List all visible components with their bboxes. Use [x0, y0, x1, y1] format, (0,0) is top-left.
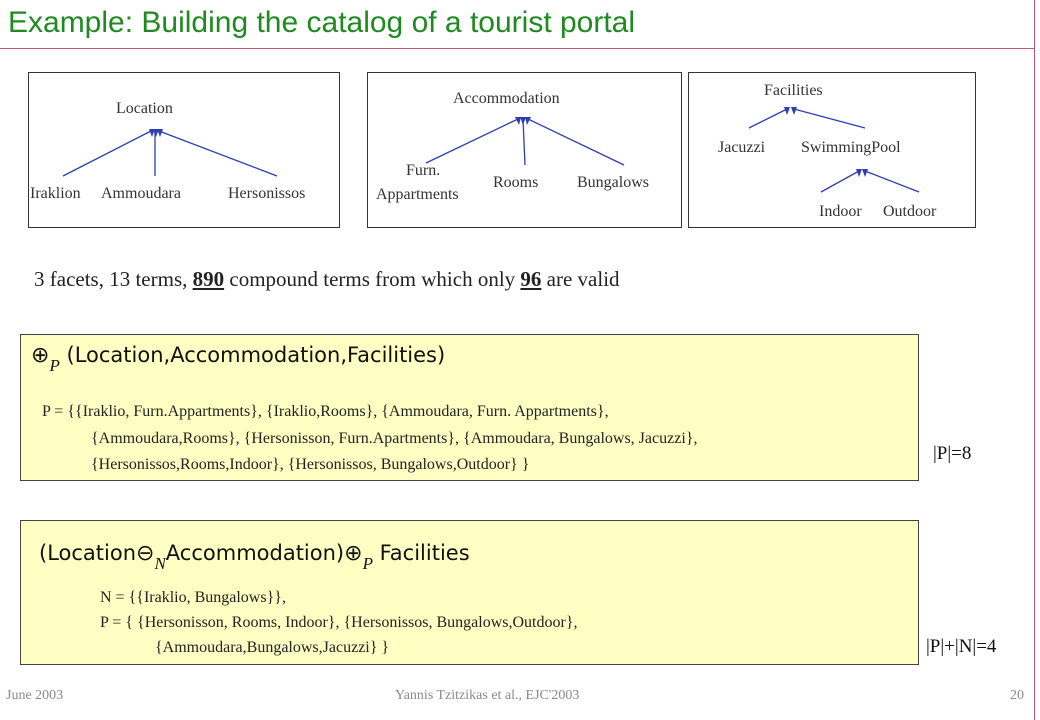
facet-box-facilities [688, 72, 976, 228]
stats-middle: compound terms from which only [229, 267, 516, 291]
page-number: 20 [1010, 688, 1024, 703]
term-indoor: Indoor [819, 203, 862, 220]
term-outdoor: Outdoor [883, 203, 937, 220]
formula-mid: Accommodation) [165, 541, 345, 565]
p-set-line-2: {Ammoudara,Rooms}, {Hersonisson, Furn.Apartments}, {Ammoudara, Bungalows, Jacuzzi}, [91, 430, 698, 447]
location-tree [29, 73, 339, 227]
term-rooms: Rooms [493, 174, 539, 191]
facet-root-location: Location [116, 100, 173, 117]
pn-count: |P|+|N|=4 [926, 636, 997, 657]
p-count: |P|=8 [933, 443, 972, 464]
mixed-expression-panel [20, 520, 919, 665]
p-set-line-b: {Ammoudara,Bungalows,Jacuzzi} } [155, 639, 390, 656]
n-set-line: N = {{Iraklio, Bungalows}}, [100, 589, 286, 606]
formula-right: Facilities [379, 541, 470, 565]
term-furn: Furn. [406, 162, 441, 179]
p-set-line-1: P = {{Iraklio, Furn.Appartments}, {Iraklio,Rooms}, {Ammoudara, Furn. Appartments}, [42, 403, 609, 420]
footer-date: June 2003 [6, 688, 64, 703]
term-bungalows: Bungalows [577, 174, 649, 191]
term-hersonissos: Hersonissos [228, 185, 306, 202]
stats-suffix: are valid [546, 267, 620, 291]
formula-sub-p: P [49, 356, 60, 375]
facet-root-accommodation: Accommodation [453, 90, 560, 107]
footer-author: Yannis Tzitzikas et al., EJC'2003 [395, 688, 580, 703]
formula-sub-n: N [154, 554, 166, 573]
oplus-icon: ⊕ [344, 541, 363, 566]
ominus-icon: ⊖ [136, 541, 155, 566]
p-set-line-3: {Hersonissos,Rooms,Indoor}, {Hersonissos, Bungalows,Outdoor} } [91, 456, 530, 473]
term-iraklion: Iraklion [30, 185, 81, 202]
facet-box-location [28, 72, 340, 228]
facet-box-accommodation [367, 72, 682, 228]
term-jacuzzi: Jacuzzi [718, 139, 766, 156]
compound-count: 890 [192, 267, 225, 291]
formula-sub-p2: P [362, 554, 373, 573]
title-divider [0, 48, 1034, 49]
valid-count: 96 [520, 267, 542, 291]
mixed-expression-formula [39, 541, 470, 573]
p-set-line-a: P = { {Hersonisson, Rooms, Indoor}, {Hersonissos, Bungalows,Outdoor}, [100, 614, 578, 631]
term-swimmingpool: SwimmingPool [801, 139, 901, 156]
positive-expression-formula [31, 343, 446, 375]
positive-expression-panel [20, 334, 919, 481]
stats-prefix: 3 facets, 13 terms, [34, 267, 188, 291]
formula-args: (Location,Accommodation,Facilities) [66, 343, 446, 367]
slide-title: Example: Building the catalog of a tourist portal [8, 6, 636, 39]
oplus-icon: ⊕ [31, 343, 50, 368]
stats-line [34, 267, 620, 292]
formula-left: (Location [39, 541, 137, 565]
right-divider [1034, 0, 1035, 720]
facet-root-facilities: Facilities [764, 82, 823, 99]
term-appartments: Appartments [376, 186, 459, 203]
term-ammoudara: Ammoudara [101, 185, 181, 202]
